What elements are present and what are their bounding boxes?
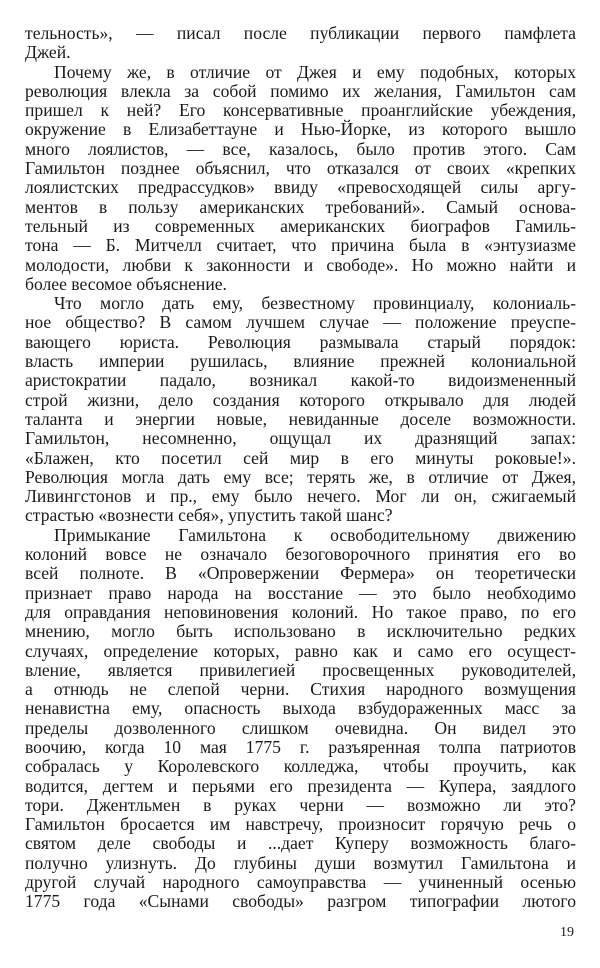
text-line: власть империи рушилась, влияние прежней колониальной — [25, 351, 576, 372]
text-line: ное общество? В самом лучшем случае — положение преуспе- — [25, 312, 576, 333]
page-number: 19 — [560, 925, 574, 940]
text-line: собралась у Королевского колледжа, чтобы проучить, как — [25, 756, 576, 777]
text-line: пришел к ней? Его консервативные проанглийские убеждения, — [25, 100, 576, 121]
text-line: Что могло дать ему, безвестному провинциалу, колониаль- — [54, 293, 576, 314]
text-line: другой случай народного самоуправства — учиненный осенью — [25, 872, 576, 893]
text-line: тельность», — писал после публикации первого памфлета — [25, 23, 576, 43]
text-line: тона — Б. Митчелл считает, что причина была в «энтузиазме — [25, 235, 576, 256]
text-line: Почему же, в отличие от Джея и ему подобных, которых — [54, 61, 576, 82]
text-line: вление, является привилегией просвещенных руководителей, — [25, 659, 576, 680]
text-line: святом деле свободы и ...дает Куперу возможность благо- — [25, 833, 576, 854]
text-line: ненавистна ему, опасность выхода взбудораженных масс за — [25, 698, 576, 719]
text-line: строй жизни, дело создания которого открывало для людей — [25, 389, 576, 410]
text-line: колоний вовсе не означало безоговорочного принятия его во — [25, 544, 576, 565]
paragraph — [25, 526, 576, 912]
paragraph — [25, 24, 576, 63]
text-line: вающего юриста. Революция размывала старый порядок: — [25, 331, 576, 352]
text-line: «Блажен, кто посетил сей мир в его минуты роковые!». — [25, 447, 576, 468]
text-line: Примыкание Гамильтона к освободительному движению — [54, 524, 576, 545]
text-line: страстью «вознести себя», упустить такой шанс? — [25, 505, 393, 526]
text-line: Гамильтон бросается им навстречу, произносит горячую речь о — [25, 814, 576, 835]
text-line: молодости, любви к законности и свободе». Но можно найти и — [25, 254, 576, 275]
text-line: Революция могла дать ему все; терять же, в отличие от Джея, — [25, 466, 576, 487]
text-line: Гамильтон, несомненно, ощущал их дразнящий запах: — [25, 428, 576, 449]
text-line: окружение в Елизабеттауне и Нью-Йорке, из которого вышло — [25, 119, 576, 140]
text-line: а отнюдь не слепой черни. Стихия народного возмущения — [25, 679, 576, 700]
text-line: тори. Джентльмен в руках черни — возможно ли это? — [25, 794, 576, 815]
text-line: всей полноте. В «Опровержении Фермера» он теоретически — [25, 563, 576, 584]
text-line: 1775 года «Сынами свободы» разгром типографии лютого — [25, 891, 576, 912]
page-body-text — [25, 24, 576, 912]
text-line: лоялистских предрассудков» ввиду «превосходящей силы аргу- — [25, 177, 576, 198]
text-line: революция влекла за собой помимо их желания, Гамильтон сам — [25, 80, 576, 101]
text-line: таланта и энергии новые, невиданные доселе возможности. — [25, 408, 576, 429]
text-line: случаях, определение которых, равно как и само его осущест- — [25, 640, 576, 661]
text-line: пределы дозволенного слишком очевидна. Он видел это — [25, 717, 576, 738]
text-line: более весомое объяснение. — [25, 273, 227, 294]
paragraph — [25, 294, 576, 526]
text-line: ментов в пользу американских требований». Самый основа- — [25, 196, 576, 217]
text-line: мнению, могло быть использовано в исключительно редких — [25, 621, 576, 642]
text-line: Джей. — [25, 42, 71, 63]
text-line: водится, дегтем и перьями его президента — Купера, заядлого — [25, 775, 576, 796]
paragraph — [25, 63, 576, 295]
text-line: аристократии падало, возникал какой-то видоизмененный — [25, 370, 576, 391]
text-line: получно улизнуть. До глубины души возмутил Гамильтона и — [25, 852, 576, 873]
text-line: много лоялистов, — все, казалось, было против этого. Сам — [25, 138, 576, 159]
text-line: признает право народа на восстание — это было необходимо — [25, 582, 576, 603]
text-line: для оправдания неповиновения колоний. Но такое право, по его — [25, 601, 576, 622]
text-line: тельный из современных американских биографов Гамиль- — [25, 215, 576, 236]
text-line: воочию, когда 10 мая 1775 г. разъяренная толпа патриотов — [25, 736, 576, 757]
text-line: Ливингстонов и пр., ему было нечего. Мог ли он, сжигаемый — [25, 486, 576, 507]
text-line: Гамильтон позднее объяснил, что отказался от своих «крепких — [25, 158, 576, 179]
